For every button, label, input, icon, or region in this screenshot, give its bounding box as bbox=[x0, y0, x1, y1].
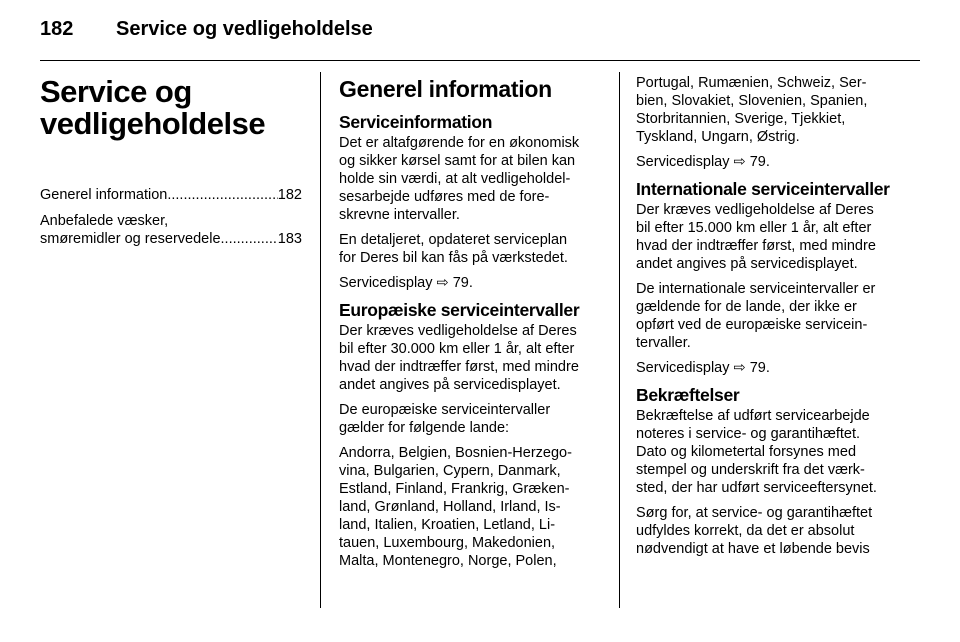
text-line: sesarbejde udføres med de fore- bbox=[339, 189, 550, 205]
text-line: bien, Slovakiet, Slovenien, Spanien, bbox=[636, 93, 868, 109]
text-line: opført ved de europæiske servicein- bbox=[636, 317, 868, 333]
text-line: Andorra, Belgien, Bosnien-Herzego- bbox=[339, 445, 572, 461]
subsection-title: Internationale serviceintervaller bbox=[636, 179, 890, 199]
left-column bbox=[40, 72, 302, 256]
text-line: gældende for de lande, der ikke er bbox=[636, 299, 857, 315]
text-line: Malta, Montenegro, Norge, Polen, bbox=[339, 553, 557, 569]
toc-entry-page: 182 bbox=[277, 187, 302, 203]
text-line: udfyldes korrekt, da det er absolut bbox=[636, 523, 855, 539]
text-line: Portugal, Rumænien, Schweiz, Ser- bbox=[636, 75, 867, 91]
text-line: og sikker kørsel samt for at bilen kan bbox=[339, 153, 576, 169]
chapter-title-line: Service og bbox=[40, 74, 192, 109]
text-line: De internationale serviceintervaller er bbox=[636, 281, 876, 297]
right-column bbox=[636, 72, 904, 565]
text-line: En detaljeret, opdateret serviceplan bbox=[339, 232, 568, 248]
text-line: Sørg for, at service- og garantihæftet bbox=[636, 505, 873, 521]
toc-entry-text: smøremidler og reservedele bbox=[40, 231, 221, 247]
paragraph bbox=[339, 444, 602, 570]
text-line: tervaller. bbox=[636, 335, 691, 351]
subsection-title: Serviceinformation bbox=[339, 112, 493, 132]
text-line: land, Grønland, Holland, Irland, Is- bbox=[339, 499, 561, 515]
paragraph bbox=[636, 504, 904, 558]
toc-entry[interactable] bbox=[40, 186, 302, 204]
section-title: Generel information bbox=[339, 76, 552, 102]
text-line: Bekræftelse af udført servicearbejde bbox=[636, 408, 870, 424]
text-line: skrevne intervaller. bbox=[339, 207, 460, 223]
header-rule bbox=[40, 60, 920, 61]
text-line: vina, Bulgarien, Cypern, Danmark, bbox=[339, 463, 561, 479]
text-line: nødvendigt at have et løbende bevis bbox=[636, 541, 870, 557]
column-divider bbox=[619, 72, 620, 608]
text-line: bil efter 30.000 km eller 1 år, alt efter bbox=[339, 341, 575, 357]
paragraph bbox=[636, 280, 904, 352]
middle-column bbox=[339, 72, 602, 577]
toc-entry-text: Anbefalede væsker, bbox=[40, 213, 169, 229]
text-line: bil efter 15.000 km eller 1 år, alt efter bbox=[636, 220, 872, 236]
chapter-title bbox=[40, 76, 302, 140]
chapter-title-line: vedligeholdelse bbox=[40, 106, 266, 141]
paragraph bbox=[636, 407, 904, 497]
text-line: gælder for følgende lande: bbox=[339, 420, 510, 436]
column-divider bbox=[320, 72, 321, 608]
table-of-contents bbox=[40, 186, 302, 248]
toc-leader bbox=[221, 230, 278, 248]
text-line: holde sin værdi, at alt vedligeholdel- bbox=[339, 171, 571, 187]
text-line: Estland, Finland, Frankrig, Græken- bbox=[339, 481, 570, 497]
text-line: hvad der indtræffer først, med mindre bbox=[339, 359, 579, 375]
text-line: land, Italien, Kroatien, Letland, Li- bbox=[339, 517, 556, 533]
toc-entry-text: Generel information bbox=[40, 187, 168, 203]
text-line: De europæiske serviceintervaller bbox=[339, 402, 551, 418]
toc-leader bbox=[167, 186, 277, 204]
cross-reference-link[interactable]: Servicedisplay ⇨ 79. bbox=[636, 154, 770, 170]
cross-reference-link[interactable]: Servicedisplay ⇨ 79. bbox=[339, 275, 473, 291]
text-line: andet angives på servicedisplayet. bbox=[339, 377, 561, 393]
text-line: noteres i service- og garantihæftet. bbox=[636, 426, 861, 442]
text-line: tauen, Luxembourg, Makedonien, bbox=[339, 535, 556, 551]
text-line: for Deres bil kan fås på værkstedet. bbox=[339, 250, 568, 266]
running-title: Service og vedligeholdelse bbox=[116, 18, 373, 40]
paragraph bbox=[339, 322, 602, 394]
text-line: Storbritannien, Sverige, Tjekkiet, bbox=[636, 111, 846, 127]
text-line: andet angives på servicedisplayet. bbox=[636, 256, 858, 272]
subsection-title: Europæiske serviceintervaller bbox=[339, 300, 580, 320]
text-line: hvad der indtræffer først, med mindre bbox=[636, 238, 876, 254]
toc-entry[interactable] bbox=[40, 212, 302, 248]
paragraph bbox=[636, 74, 904, 146]
text-line: Dato og kilometertal forsynes med bbox=[636, 444, 857, 460]
toc-entry-page: 183 bbox=[277, 231, 302, 247]
text-line: Det er altafgørende for en økonomisk bbox=[339, 135, 580, 151]
text-line: sted, der har udført serviceeftersynet. bbox=[636, 480, 877, 496]
page-number: 182 bbox=[40, 18, 74, 40]
cross-reference-link[interactable]: Servicedisplay ⇨ 79. bbox=[636, 360, 770, 376]
text-line: Der kræves vedligeholdelse af Deres bbox=[636, 202, 874, 218]
paragraph bbox=[339, 231, 602, 267]
text-line: stempel og underskrift fra det værk- bbox=[636, 462, 865, 478]
text-line: Tyskland, Ungarn, Østrig. bbox=[636, 129, 800, 145]
paragraph bbox=[636, 201, 904, 273]
text-line: Der kræves vedligeholdelse af Deres bbox=[339, 323, 577, 339]
paragraph bbox=[339, 134, 602, 224]
paragraph bbox=[339, 401, 602, 437]
page-header bbox=[40, 18, 920, 58]
subsection-title: Bekræftelser bbox=[636, 385, 740, 405]
